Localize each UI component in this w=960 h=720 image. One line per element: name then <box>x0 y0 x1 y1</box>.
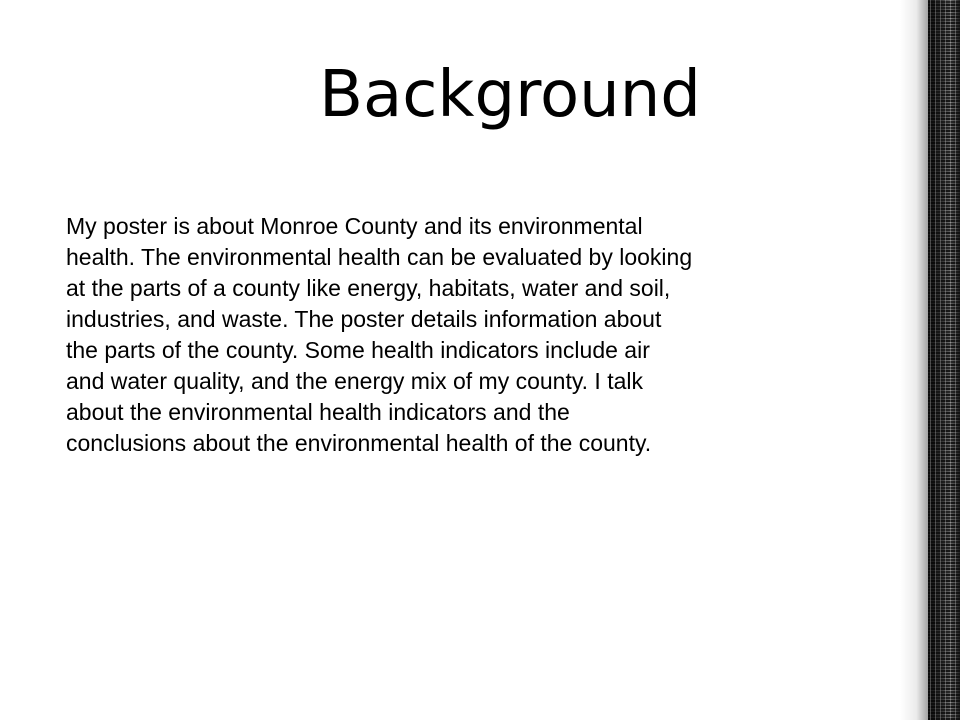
slide-title: Background <box>319 58 701 132</box>
body-line: the parts of the county. Some health indicators include air <box>66 337 650 363</box>
decorative-side-strip-grain <box>930 0 960 720</box>
body-line: and water quality, and the energy mix of my county. I talk <box>66 368 643 394</box>
body-line: at the parts of a county like energy, habitats, water and soil, <box>66 275 671 301</box>
body-line: industries, and waste. The poster details information about <box>66 306 662 332</box>
body-line: about the environmental health indicators and the <box>66 399 570 425</box>
slide-body-text <box>66 211 866 521</box>
body-line: conclusions about the environmental health of the county. <box>66 430 652 456</box>
body-line: My poster is about Monroe County and its environmental <box>66 213 643 239</box>
body-line: health. The environmental health can be evaluated by looking <box>66 244 693 270</box>
